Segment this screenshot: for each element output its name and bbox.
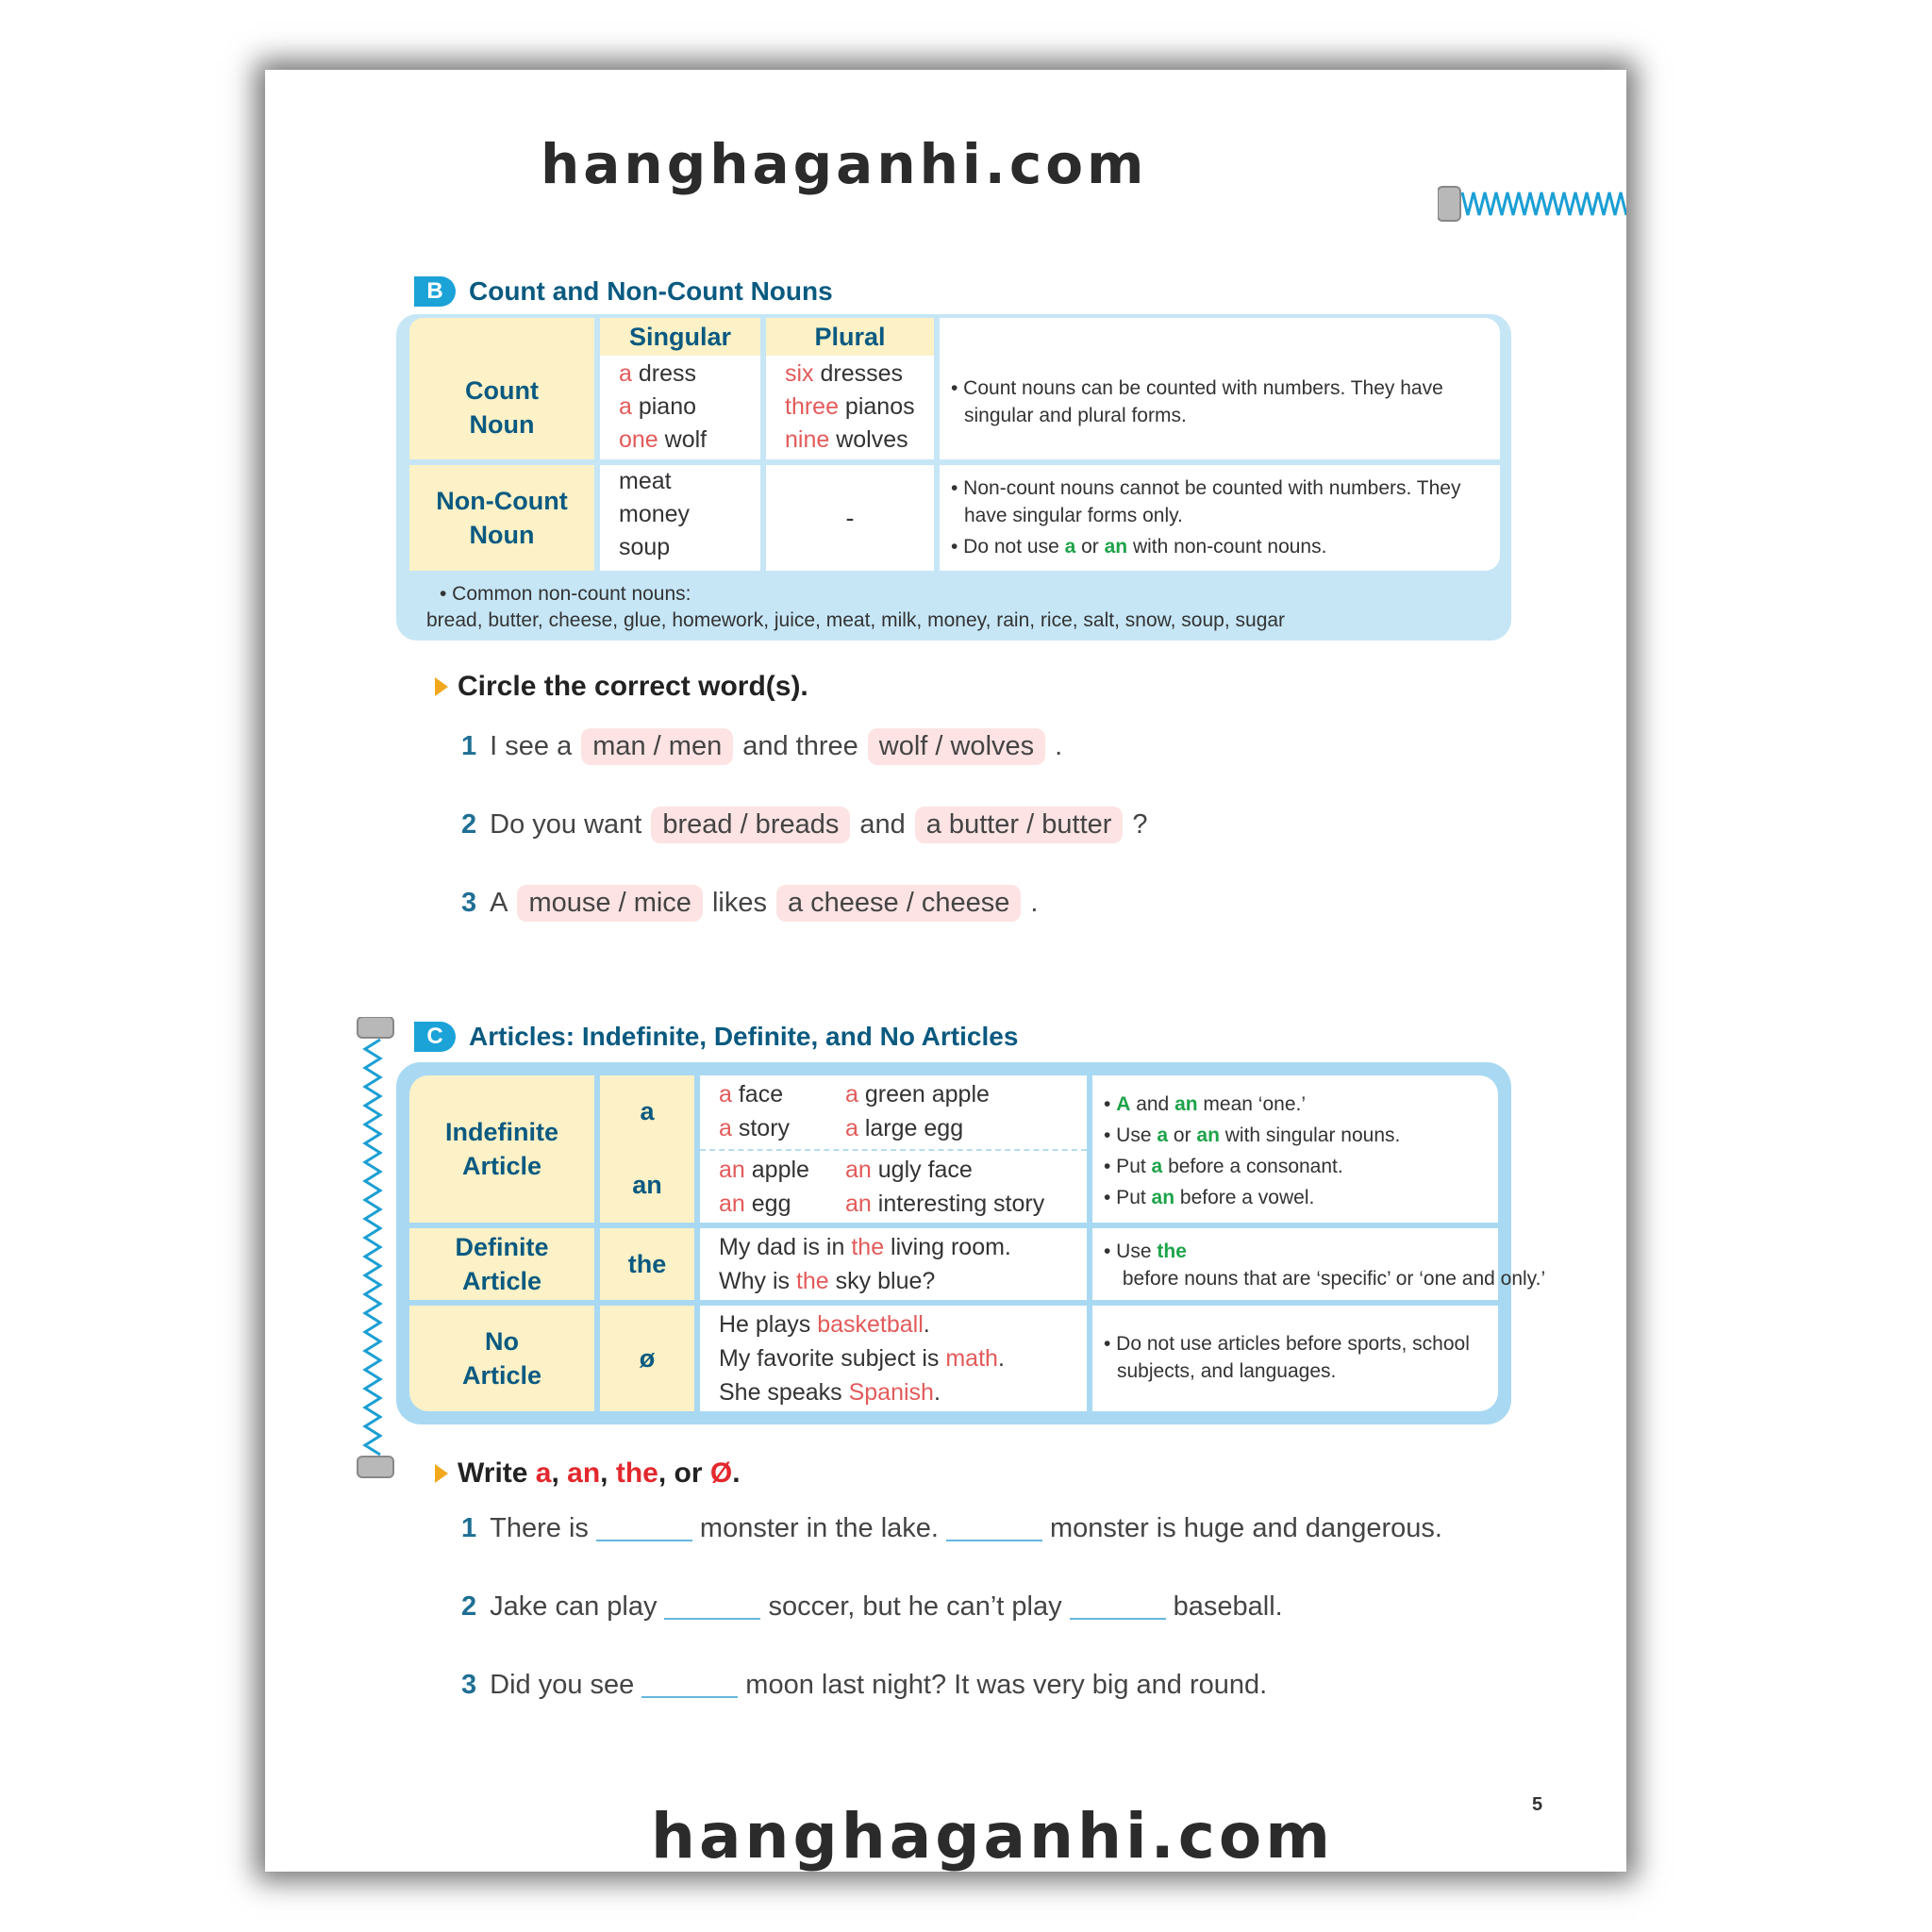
definite-note: • Use the before nouns that are ‘specific’ or ‘one and only.’ (1104, 1241, 1546, 1290)
spiral-binding-icon (356, 1017, 397, 1479)
indefinite-note: • Put an before a vowel. (1104, 1187, 1315, 1208)
spiral-binding-icon (1438, 185, 1626, 223)
exercise2-question-1: 1 There is monster in the lake. monster is huge and dangerous. (461, 1513, 1442, 1543)
indefinite-examples-cell: a face a story a green apple a large egg an apple an egg an ugly face an interesting story (700, 1075, 1087, 1223)
definite-examples-cell: My dad is in the living room. Why is the sky blue? (700, 1228, 1087, 1300)
exercise1-question-2: 2 Do you want bread / breads and a butter / butter ? (461, 807, 1148, 843)
arrow-icon (435, 677, 448, 696)
section-badge: B (414, 276, 456, 307)
choice-option[interactable]: wolf / wolves (868, 728, 1045, 765)
answer-blank[interactable] (946, 1517, 1042, 1541)
exercise2-instruction: Write a , an , the , or Ø . (435, 1457, 741, 1490)
articles-table (396, 1062, 1546, 1424)
article-symbol-none: ø (600, 1306, 694, 1411)
table-corner-cell (409, 318, 594, 356)
noncount-note: • Non-count nouns cannot be counted with numbers. They have singular forms only. (951, 477, 1461, 526)
answer-blank[interactable] (596, 1517, 692, 1541)
exercise1-instruction: Circle the correct word(s). (435, 671, 808, 703)
section-badge: C (414, 1022, 456, 1052)
choice-option[interactable]: a cheese / cheese (776, 885, 1021, 922)
watermark-bottom: hanghaganhi.com (651, 1800, 1334, 1873)
arrow-icon (435, 1464, 448, 1483)
choice-option[interactable]: a butter / butter (915, 807, 1124, 843)
article-symbol-the: the (600, 1228, 694, 1300)
section-c-heading (414, 1022, 1018, 1052)
section-title: Count and Non-Count Nouns (469, 276, 833, 306)
row-label-noncount: Non-Count Noun (409, 465, 594, 571)
choice-option[interactable]: bread / breads (651, 807, 850, 843)
row-label-definite: Definite Article (409, 1228, 594, 1300)
definite-note-cell (1092, 1228, 1546, 1300)
no-article-note: • Do not use articles before sports, school subjects, and languages. (1104, 1333, 1470, 1382)
row-label-no-article: No Article (409, 1306, 594, 1411)
choice-option[interactable]: mouse / mice (517, 885, 702, 922)
noncount-plural-cell: - (766, 465, 934, 571)
count-noncount-table (396, 314, 1511, 641)
watermark-top: hanghaganhi.com (541, 132, 1148, 196)
choice-option[interactable]: man / men (581, 728, 733, 765)
noncount-article-note: • Do not use a or an with non-count nouns. (951, 536, 1327, 558)
common-noncount-nouns: • Common non-count nouns: bread, butter, cheese, glue, homework, juice, meat, milk, money, rain, rice, salt, snow, soup, sugar (426, 583, 1286, 631)
indefinite-notes-cell (1092, 1075, 1498, 1223)
noncount-note-cell (940, 465, 1500, 571)
indefinite-note: • A and an mean ‘one.’ (1104, 1093, 1306, 1115)
indefinite-note: • Use a or an with singular nouns. (1104, 1124, 1401, 1146)
no-article-examples-cell: He plays basketball. My favorite subject is math. She speaks Spanish. (700, 1306, 1087, 1411)
answer-blank[interactable] (641, 1674, 738, 1698)
section-title: Articles: Indefinite, Definite, and No Articles (469, 1022, 1019, 1051)
col-header-singular: Singular (600, 318, 760, 356)
row-label-count: Count Noun (409, 356, 594, 459)
section-b-heading (414, 276, 833, 307)
answer-blank[interactable] (1070, 1595, 1166, 1620)
noncount-singular-cell: meat money soup (600, 465, 760, 571)
no-article-note-cell (1092, 1306, 1498, 1411)
count-singular-cell: a dress a piano one wolf (600, 356, 760, 459)
exercise1-question-3: 3 A mouse / mice likes a cheese / cheese . (461, 885, 1038, 922)
exercise2-question-2: 2 Jake can play soccer, but he can’t play baseball. (461, 1591, 1283, 1622)
exercise2-question-3: 3 Did you see moon last night? It was very big and round. (461, 1670, 1268, 1700)
indefinite-note: • Put a before a consonant. (1104, 1156, 1343, 1177)
count-note-cell (940, 318, 1500, 459)
article-symbol-a: a (600, 1075, 694, 1147)
answer-blank[interactable] (664, 1595, 760, 1620)
row-label-indefinite: Indefinite Article (409, 1075, 594, 1223)
exercise1-question-1: 1 I see a man / men and three wolf / wolves . (461, 728, 1062, 765)
count-note: • Count nouns can be counted with numbers. They have singular and plural forms. (951, 377, 1443, 426)
count-plural-cell: six dresses three pianos nine wolves (766, 356, 934, 459)
col-header-plural: Plural (766, 318, 934, 356)
page-number: 5 (1532, 1794, 1543, 1815)
article-symbol-an: an (600, 1147, 694, 1223)
